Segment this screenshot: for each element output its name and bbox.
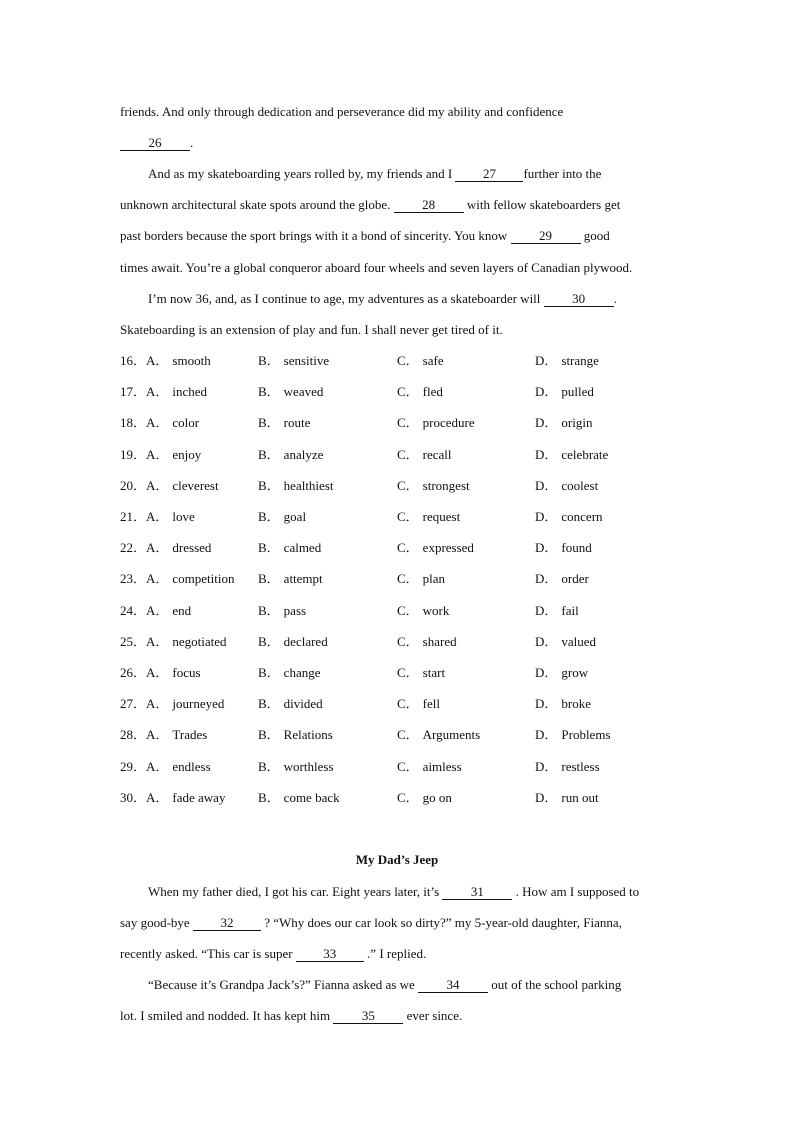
answer-blank-27[interactable]: 27 [455, 167, 523, 182]
option-row [120, 570, 680, 588]
option-c[interactable] [397, 789, 452, 807]
option-row [120, 477, 680, 495]
option-text: color [172, 415, 200, 430]
option-text: worthless [283, 759, 334, 774]
option-d[interactable] [535, 539, 592, 557]
option-b[interactable] [258, 664, 320, 682]
option-letter: A． [146, 540, 169, 555]
question-number: 21 [120, 509, 133, 524]
option-letter: A． [146, 571, 169, 586]
option-text: enjoy [172, 447, 202, 462]
option-text: calmed [283, 540, 322, 555]
option-b[interactable] [258, 383, 323, 401]
option-letter: C． [397, 696, 419, 711]
option-d[interactable] [535, 446, 608, 464]
option-text: work [422, 603, 450, 618]
answer-blank-29[interactable]: 29 [511, 229, 581, 244]
option-letter: D． [535, 634, 558, 649]
option-row [120, 664, 680, 682]
option-text: love [172, 509, 195, 524]
passage-line [120, 196, 620, 214]
option-letter: A． [146, 665, 169, 680]
passage-line [120, 914, 622, 932]
question-number: 24 [120, 603, 133, 618]
option-text: competition [172, 571, 235, 586]
option-letter: B． [258, 634, 280, 649]
passage-text: friends. And only through dedication and perseverance did my ability and confidence [120, 104, 564, 119]
option-a[interactable] [120, 477, 219, 495]
option-text: fell [422, 696, 440, 711]
option-letter: C． [397, 790, 419, 805]
option-letter: A． [146, 696, 169, 711]
question-number-separator: ． [133, 478, 147, 493]
option-text: start [422, 665, 446, 680]
option-letter: A． [146, 447, 169, 462]
answer-blank-26[interactable]: 26 [120, 136, 190, 151]
option-text: sensitive [283, 353, 330, 368]
passage-text: “Because it’s Grandpa Jack’s?” Fianna asked as we [148, 977, 419, 992]
answer-blank-30[interactable]: 30 [544, 292, 614, 307]
option-a[interactable] [120, 352, 211, 370]
passage-text: past borders because the sport brings with it a bond of sincerity. You know [120, 228, 511, 243]
option-letter: B． [258, 447, 280, 462]
question-number-separator: ． [133, 509, 147, 524]
option-c[interactable] [397, 352, 444, 370]
passage-text: .” I replied. [363, 946, 427, 961]
option-text: cleverest [172, 478, 219, 493]
question-number-separator: ． [133, 540, 147, 555]
option-a[interactable] [120, 414, 199, 432]
option-text: negotiated [172, 634, 227, 649]
option-letter: C． [397, 478, 419, 493]
option-row [120, 446, 680, 464]
option-c[interactable] [397, 508, 460, 526]
option-text: safe [422, 353, 444, 368]
passage-text: times await. You’re a global conqueror aboard four wheels and seven layers of Canadian plywood. [120, 260, 633, 275]
option-text: run out [561, 790, 599, 805]
option-c[interactable] [397, 726, 480, 744]
option-row [120, 789, 680, 807]
question-number-separator: ． [133, 353, 147, 368]
option-text: order [561, 571, 589, 586]
option-letter: B． [258, 571, 280, 586]
option-letter: A． [146, 790, 169, 805]
option-c[interactable] [397, 414, 475, 432]
question-number-separator: ． [133, 790, 147, 805]
passage-text: good [580, 228, 610, 243]
option-d[interactable] [535, 477, 598, 495]
option-text: smooth [172, 353, 211, 368]
option-letter: D． [535, 478, 558, 493]
option-row [120, 602, 680, 620]
question-number: 19 [120, 447, 133, 462]
passage-line [120, 259, 632, 277]
option-b[interactable] [258, 539, 321, 557]
option-letter: B． [258, 696, 280, 711]
passage-text: ? “Why does our car look so dirty?” my 5-year-old daughter, Fianna, [260, 915, 622, 930]
option-row [120, 633, 680, 651]
option-letter: C． [397, 447, 419, 462]
passage-text: . [190, 135, 194, 150]
option-letter: D． [535, 447, 558, 462]
option-text: aimless [422, 759, 462, 774]
option-text: healthiest [283, 478, 334, 493]
option-d[interactable] [535, 789, 599, 807]
option-letter: B． [258, 665, 280, 680]
option-letter: B． [258, 353, 280, 368]
passage-line [148, 883, 639, 901]
option-row [120, 352, 680, 370]
passage-text: say good-bye [120, 915, 193, 930]
option-text: pulled [561, 384, 594, 399]
option-text: celebrate [561, 447, 609, 462]
answer-blank-34[interactable]: 34 [418, 978, 488, 993]
option-text: focus [172, 665, 201, 680]
option-letter: B． [258, 603, 280, 618]
option-row [120, 508, 680, 526]
option-text: broke [561, 696, 591, 711]
option-letter: D． [535, 790, 558, 805]
question-number: 27 [120, 696, 133, 711]
option-c[interactable] [397, 570, 445, 588]
option-c[interactable] [397, 633, 457, 651]
option-letter: B． [258, 509, 280, 524]
passage-text: with fellow skateboarders get [463, 197, 621, 212]
option-text: goal [283, 509, 307, 524]
option-letter: B． [258, 415, 280, 430]
option-text: Problems [561, 727, 611, 742]
option-letter: A． [146, 634, 169, 649]
passage-text: And as my skateboarding years rolled by, my friends and I [148, 166, 456, 181]
option-a[interactable] [120, 758, 211, 776]
option-d[interactable] [535, 633, 596, 651]
question-number: 20 [120, 478, 133, 493]
option-c[interactable] [397, 695, 440, 713]
option-text: origin [561, 415, 593, 430]
answer-blank-31[interactable]: 31 [442, 885, 512, 900]
option-b[interactable] [258, 789, 340, 807]
passage-line [120, 945, 426, 963]
passage-text: When my father died, I got his car. Eight years later, it’s [148, 884, 443, 899]
option-letter: C． [397, 759, 419, 774]
option-text: Trades [172, 727, 208, 742]
option-text: pass [283, 603, 307, 618]
option-a[interactable] [120, 602, 191, 620]
option-a[interactable] [120, 539, 211, 557]
option-c[interactable] [397, 539, 474, 557]
option-text: fail [561, 603, 579, 618]
option-text: grow [561, 665, 589, 680]
option-text: journeyed [172, 696, 225, 711]
option-letter: A． [146, 478, 169, 493]
passage-line [148, 165, 601, 183]
option-text: declared [283, 634, 328, 649]
option-text: analyze [283, 447, 324, 462]
option-d[interactable] [535, 726, 611, 744]
option-letter: C． [397, 603, 419, 618]
question-number: 23 [120, 571, 133, 586]
option-text: change [283, 665, 321, 680]
question-number-separator: ． [133, 603, 147, 618]
passage-title: My Dad’s Jeep [355, 852, 439, 867]
option-letter: C． [397, 665, 419, 680]
option-letter: A． [146, 509, 169, 524]
option-c[interactable] [397, 602, 449, 620]
option-text: coolest [561, 478, 599, 493]
option-row [120, 414, 680, 432]
option-text: come back [283, 790, 340, 805]
option-a[interactable] [120, 508, 195, 526]
option-text: valued [561, 634, 597, 649]
option-d[interactable] [535, 508, 603, 526]
option-letter: C． [397, 384, 419, 399]
passage-text: out of the school parking [488, 977, 622, 992]
option-letter: B． [258, 384, 280, 399]
answer-blank-32[interactable]: 32 [193, 916, 261, 931]
option-text: shared [422, 634, 457, 649]
question-number: 30 [120, 790, 133, 805]
option-text: fade away [172, 790, 226, 805]
passage-line [120, 227, 610, 245]
option-a[interactable] [120, 633, 227, 651]
option-b[interactable] [258, 758, 334, 776]
option-c[interactable] [397, 758, 462, 776]
passage-line [120, 134, 193, 152]
question-number-separator: ． [133, 415, 147, 430]
option-text: inched [172, 384, 208, 399]
option-letter: A． [146, 603, 169, 618]
option-d[interactable] [535, 383, 594, 401]
passage-text: . [613, 291, 617, 306]
option-text: plan [422, 571, 446, 586]
option-letter: D． [535, 571, 558, 586]
option-letter: A． [146, 384, 169, 399]
option-text: route [283, 415, 311, 430]
passage-line [148, 290, 617, 308]
option-text: Arguments [422, 727, 481, 742]
option-letter: A． [146, 415, 169, 430]
option-letter: C． [397, 540, 419, 555]
passage-line [120, 321, 503, 339]
question-number-separator: ． [133, 665, 147, 680]
option-text: request [422, 509, 461, 524]
option-b[interactable] [258, 633, 328, 651]
option-b[interactable] [258, 602, 306, 620]
option-d[interactable] [535, 664, 588, 682]
option-a[interactable] [120, 695, 224, 713]
question-number-separator: ． [133, 634, 147, 649]
passage-text: further into the [523, 166, 602, 181]
option-text: weaved [283, 384, 324, 399]
question-number: 25 [120, 634, 133, 649]
passage-text: . How am I supposed to [512, 884, 640, 899]
option-b[interactable] [258, 726, 333, 744]
option-letter: D． [535, 665, 558, 680]
option-c[interactable] [397, 477, 470, 495]
option-b[interactable] [258, 695, 323, 713]
option-letter: D． [535, 759, 558, 774]
option-letter: D． [535, 603, 558, 618]
option-letter: B． [258, 790, 280, 805]
passage-line [148, 976, 621, 994]
option-b[interactable] [258, 477, 334, 495]
question-number: 28 [120, 727, 133, 742]
option-letter: D． [535, 353, 558, 368]
question-number-separator: ． [133, 571, 147, 586]
option-letter: D． [535, 696, 558, 711]
option-letter: C． [397, 727, 419, 742]
question-number-separator: ． [133, 447, 147, 462]
question-number: 18 [120, 415, 133, 430]
option-b[interactable] [258, 508, 306, 526]
option-text: go on [422, 790, 452, 805]
option-d[interactable] [535, 570, 589, 588]
option-a[interactable] [120, 789, 225, 807]
question-number: 26 [120, 665, 133, 680]
option-letter: D． [535, 727, 558, 742]
passage-text: I’m now 36, and, as I continue to age, my adventures as a skateboarder will [148, 291, 544, 306]
option-text: concern [561, 509, 603, 524]
passage-line [120, 1007, 462, 1025]
option-d[interactable] [535, 602, 579, 620]
option-text: strongest [422, 478, 470, 493]
option-b[interactable] [258, 414, 310, 432]
option-letter: C． [397, 509, 419, 524]
option-row [120, 726, 680, 744]
option-text: strange [561, 353, 599, 368]
option-text: found [561, 540, 592, 555]
option-text: expressed [422, 540, 474, 555]
option-b[interactable] [258, 352, 329, 370]
option-letter: B． [258, 540, 280, 555]
option-text: attempt [283, 571, 323, 586]
question-number-separator: ． [133, 759, 147, 774]
option-a[interactable] [120, 570, 235, 588]
option-row [120, 758, 680, 776]
passage-text: ever since. [403, 1008, 463, 1023]
option-text: dressed [172, 540, 212, 555]
passage-text: recently asked. “This car is super [120, 946, 296, 961]
question-number: 17 [120, 384, 133, 399]
option-c[interactable] [397, 383, 443, 401]
option-a[interactable] [120, 446, 201, 464]
option-row [120, 539, 680, 557]
option-a[interactable] [120, 664, 201, 682]
option-letter: A． [146, 759, 169, 774]
option-text: end [172, 603, 192, 618]
option-letter: B． [258, 478, 280, 493]
option-letter: B． [258, 727, 280, 742]
option-letter: A． [146, 727, 169, 742]
option-letter: D． [535, 384, 558, 399]
option-d[interactable] [535, 758, 600, 776]
option-text: endless [172, 759, 211, 774]
question-number-separator: ． [133, 727, 147, 742]
answer-blank-28[interactable]: 28 [394, 198, 464, 213]
option-letter: C． [397, 634, 419, 649]
option-letter: C． [397, 353, 419, 368]
question-number-separator: ． [133, 696, 147, 711]
option-letter: C． [397, 571, 419, 586]
option-text: restless [561, 759, 600, 774]
option-b[interactable] [258, 570, 323, 588]
option-text: recall [422, 447, 452, 462]
option-a[interactable] [120, 726, 207, 744]
passage-text: Skateboarding is an extension of play and fun. I shall never get tired of it. [120, 322, 503, 337]
option-d[interactable] [535, 695, 591, 713]
passage-line [120, 103, 563, 121]
option-c[interactable] [397, 664, 445, 682]
answer-blank-33[interactable]: 33 [296, 947, 364, 962]
option-letter: A． [146, 353, 169, 368]
option-text: Relations [283, 727, 333, 742]
option-letter: D． [535, 509, 558, 524]
option-letter: B． [258, 759, 280, 774]
passage-text: lot. I smiled and nodded. It has kept him [120, 1008, 334, 1023]
option-d[interactable] [535, 414, 592, 432]
answer-blank-35[interactable]: 35 [333, 1009, 403, 1024]
option-c[interactable] [397, 446, 452, 464]
option-row [120, 383, 680, 401]
option-text: divided [283, 696, 323, 711]
option-text: fled [422, 384, 443, 399]
question-number: 22 [120, 540, 133, 555]
option-d[interactable] [535, 352, 599, 370]
option-b[interactable] [258, 446, 323, 464]
option-a[interactable] [120, 383, 207, 401]
question-number-separator: ． [133, 384, 147, 399]
option-letter: D． [535, 415, 558, 430]
option-row [120, 695, 680, 713]
passage-text: unknown architectural skate spots around the globe. [120, 197, 394, 212]
question-number: 16 [120, 353, 133, 368]
option-letter: D． [535, 540, 558, 555]
question-number: 29 [120, 759, 133, 774]
option-letter: C． [397, 415, 419, 430]
option-text: procedure [422, 415, 475, 430]
